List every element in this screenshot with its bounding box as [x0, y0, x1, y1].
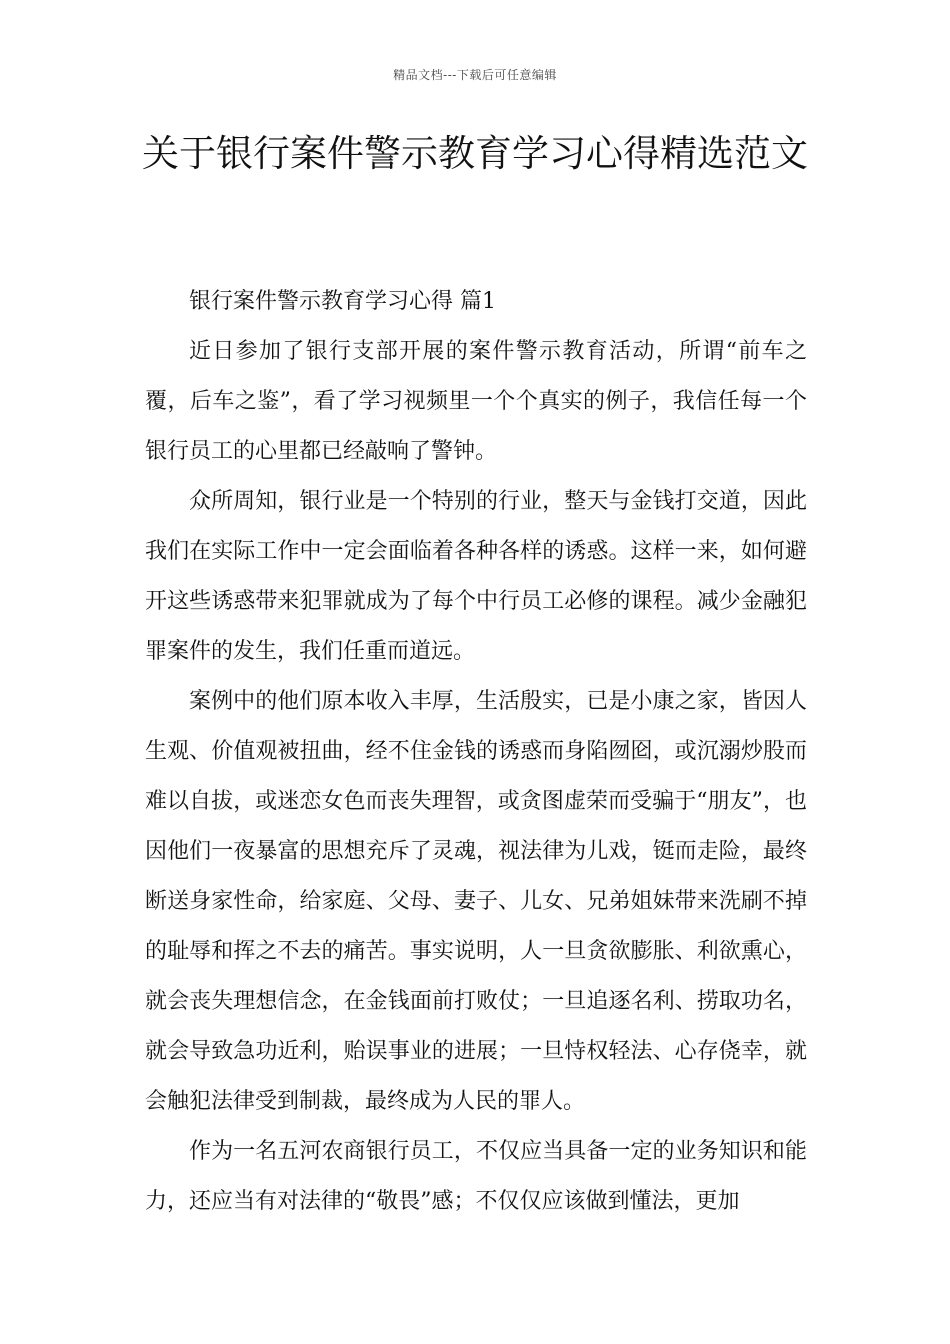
header-note: 精品文档---下载后可任意编辑 [393, 68, 557, 82]
paragraph: 案例中的他们原本收入丰厚，生活殷实，已是小康之家，皆因人生观、价值观被扭曲，经不住金钱的诱惑而身陷囫囵，或沉溺炒股而难以自拔，或迷恋女色而丧失理智，或贪图虚荣而受骗于“朋友”，也因他们一夜暴富的思想充斥了灵魂，视法律为儿戏，铤而走险，最终断送身家性命，给家庭、父母、妻子、儿女、兄弟姐妹带来洗刷不掉的耻辱和挥之不去的痛苦。事实说明，人一旦贪欲膨胀、利欲熏心，就会丧失理想信念，在金钱面前打败仗；一旦追逐名利、捞取功名，就会导致急功近利，贻误事业的进展；一旦恃权轻法、心存侥幸，就会触犯法律受到制裁，最终成为人民的罪人。 [145, 689, 807, 1114]
section-heading: 银行案件警示教育学习心得 篇1 [189, 289, 496, 314]
document-title: 关于银行案件警示教育学习心得精选范文 [142, 132, 808, 175]
paragraph: 众所周知，银行业是一个特别的行业，整天与金钱打交道，因此我们在实际工作中一定会面临着各种各样的诱惑。这样一来，如何避开这些诱惑带来犯罪就成为了每个中行员工必修的课程。减少金融犯罪案件的发生，我们任重而道远。 [145, 489, 807, 664]
paragraph: 近日参加了银行支部开展的案件警示教育活动，所谓“前车之覆，后车之鉴”，看了学习视频里一个个真实的例子，我信任每一个银行员工的心里都已经敲响了警钟。 [145, 339, 807, 464]
document-body [145, 277, 807, 1227]
paragraph: 作为一名五河农商银行员工，不仅应当具备一定的业务知识和能力，还应当有对法律的“敬畏”感；不仅仅应该做到懂法，更加 [145, 1139, 807, 1214]
